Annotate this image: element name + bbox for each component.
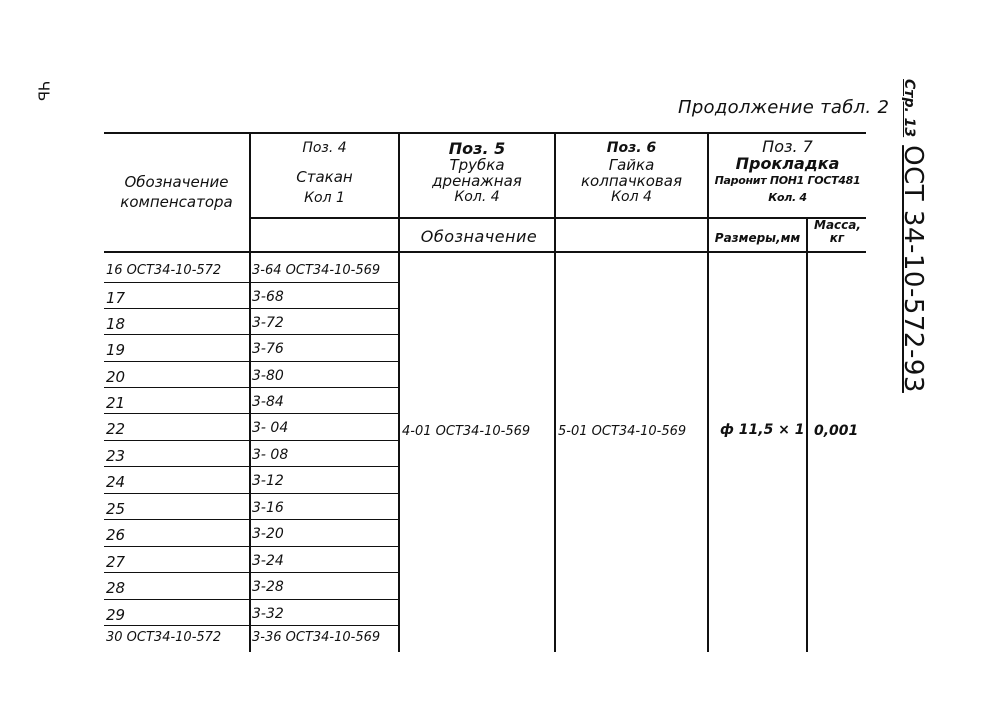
- table-cell-stakan: 3-36 ОСТ34-10-569: [252, 630, 381, 645]
- continuation-label: Продолжение табл. 2: [678, 97, 890, 118]
- row-separator: [104, 334, 254, 335]
- row-separator: [104, 572, 254, 573]
- table-cell-stakan: 3-76: [252, 341, 284, 357]
- row-separator: [104, 546, 254, 547]
- header-designation-compensator: Обозначение компенсатора: [120, 173, 233, 211]
- cell-separator: [249, 493, 399, 494]
- table-row-compensator: 22: [106, 420, 126, 438]
- row-separator: [104, 625, 254, 626]
- row-separator: [104, 308, 254, 309]
- table-cell-stakan: 3-80: [252, 368, 284, 384]
- header-pos7-qty: Кол. 4: [768, 191, 807, 204]
- table-cell-stakan: 3-64 ОСТ34-10-569: [252, 263, 381, 278]
- row-separator: [104, 387, 254, 388]
- table-cell-stakan: 3-24: [252, 553, 284, 569]
- cell-separator: [249, 334, 399, 335]
- cell-separator: [249, 282, 399, 283]
- cell-separator: [249, 440, 399, 441]
- table-row-compensator: 19: [106, 341, 126, 359]
- header-divider: [249, 217, 866, 219]
- row-separator: [104, 599, 254, 600]
- header-pos6-qty: Кол 4: [611, 189, 652, 205]
- cell-separator: [249, 572, 399, 573]
- page-mark: ЧЬ: [34, 80, 53, 102]
- table-row-compensator: 27: [106, 553, 126, 571]
- table-cell-stakan: 3-32: [252, 606, 284, 622]
- row-separator: [104, 466, 254, 467]
- cell-separator: [249, 387, 399, 388]
- table-cell-tube: 4-01 ОСТ34-10-569: [402, 424, 531, 439]
- header-pos4-number: Поз. 4: [302, 140, 347, 156]
- cell-separator: [249, 413, 399, 414]
- header-pos5-name: Трубка дренажная: [432, 156, 522, 190]
- row-separator: [104, 413, 254, 414]
- header-mass: Масса, кг: [814, 218, 861, 245]
- table-cell-stakan: 3- 04: [252, 420, 289, 436]
- header-pos4: [251, 140, 398, 207]
- row-separator: [104, 282, 254, 283]
- table-row-compensator: 16 ОСТ34-10-572: [106, 263, 222, 278]
- cell-separator: [249, 625, 399, 626]
- side-page-label: Стр. 13: [901, 79, 917, 138]
- header-pos5-number: Поз. 5: [448, 139, 506, 158]
- table-row-compensator: 30 ОСТ34-10-572: [106, 630, 222, 645]
- cell-separator: [249, 308, 399, 309]
- row-separator: [104, 361, 254, 362]
- row-separator: [104, 519, 254, 520]
- col-divider-1: [249, 132, 251, 652]
- header-bottom-border: [104, 251, 866, 253]
- header-designation: Обозначение: [420, 227, 538, 246]
- col-divider-2: [398, 132, 400, 652]
- table-row-compensator: 20: [106, 368, 126, 386]
- table-row-compensator: 18: [106, 315, 126, 333]
- cell-separator: [249, 519, 399, 520]
- header-pos6: [556, 140, 707, 206]
- header-dimensions: Размеры,мм: [714, 231, 801, 245]
- header-pos4-name: Стакан: [296, 168, 353, 186]
- cell-separator: [249, 599, 399, 600]
- header-pos5-qty: Кол. 4: [454, 189, 500, 205]
- table-cell-gasket-mass: 0,001: [814, 423, 859, 439]
- header-pos6-name: Гайка колпачковая: [581, 156, 682, 190]
- table-row-compensator: 21: [106, 394, 126, 412]
- table-cell-stakan: 3-84: [252, 394, 284, 410]
- table-row-compensator: 17: [106, 289, 126, 307]
- header-pos5: [400, 140, 554, 206]
- table-row-compensator: 25: [106, 500, 126, 518]
- header-pos7-name: Прокладка: [735, 154, 840, 173]
- table-cell-stakan: 3-16: [252, 500, 284, 516]
- table-cell-stakan: 3-28: [252, 579, 284, 595]
- table-cell-stakan: 3-68: [252, 289, 284, 305]
- cell-separator: [249, 361, 399, 362]
- table-cell-stakan: 3- 08: [252, 447, 289, 463]
- header-pos7-number: Поз. 7: [762, 137, 813, 156]
- table-row-compensator: 28: [106, 579, 126, 597]
- table-row-compensator: 26: [106, 526, 126, 544]
- table-cell-stakan: 3-72: [252, 315, 284, 331]
- table-cell-nut: 5-01 ОСТ34-10-569: [558, 424, 687, 439]
- table-top-border: [104, 132, 866, 134]
- table-cell-gasket-size: ф 11,5 × 1: [720, 422, 805, 438]
- table-row-compensator: 29: [106, 606, 126, 624]
- cell-separator: [249, 546, 399, 547]
- col-divider-4: [707, 132, 709, 652]
- table-row-compensator: 24: [106, 473, 126, 491]
- header-pos7: [709, 138, 866, 206]
- col-divider-5: [806, 217, 808, 652]
- row-separator: [104, 493, 254, 494]
- table-cell-stakan: 3-12: [252, 473, 284, 489]
- header-pos7-material: Паронит ПОН1 ГОСТ481: [714, 174, 861, 187]
- header-pos4-qty: Кол 1: [304, 190, 345, 206]
- table-cell-stakan: 3-20: [252, 526, 284, 542]
- table-row-compensator: 23: [106, 447, 126, 465]
- col-divider-3: [554, 132, 556, 652]
- header-pos6-number: Поз. 6: [606, 140, 657, 156]
- row-separator: [104, 440, 254, 441]
- side-document-code: ОСТ 34-10-572-93: [898, 145, 928, 393]
- cell-separator: [249, 466, 399, 467]
